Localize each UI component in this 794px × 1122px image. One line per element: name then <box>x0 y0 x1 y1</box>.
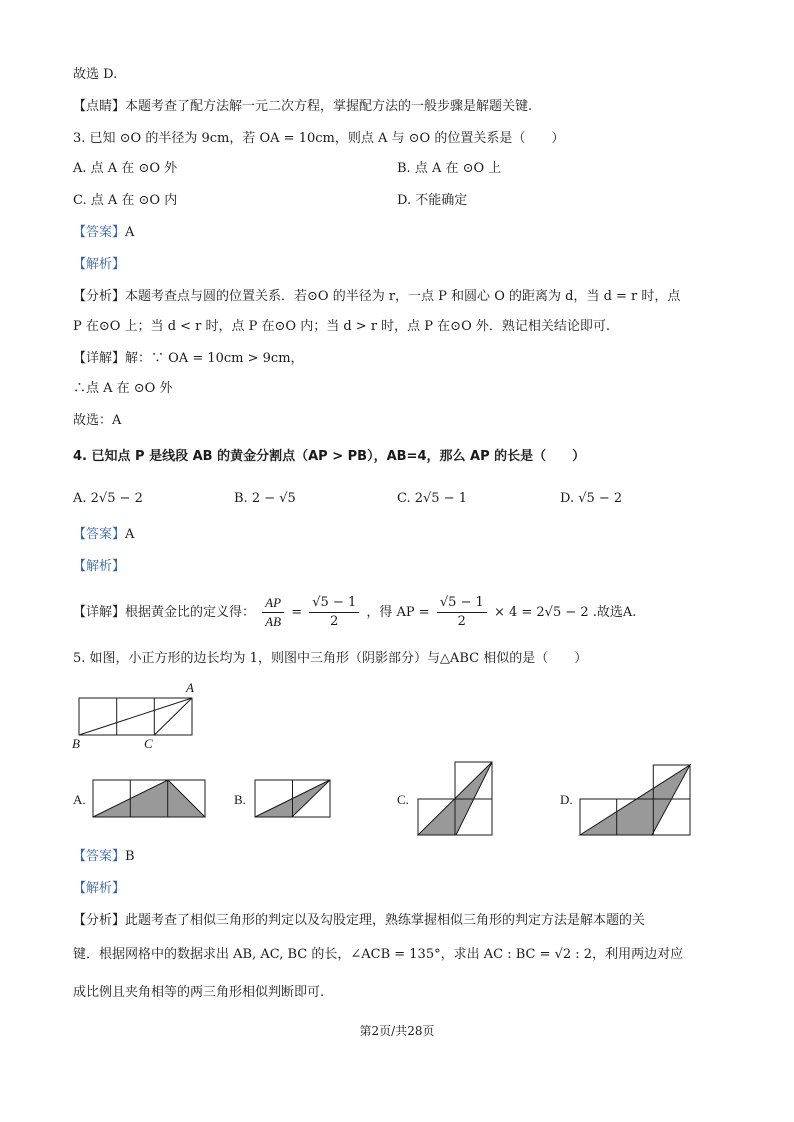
q5-analysis-1 <box>73 912 645 930</box>
option-d-figure <box>580 765 690 835</box>
fraction-golden-2: $\frac{√5 - 1}{2}$ <box>437 594 487 631</box>
detail-mid: ，得 AP = <box>366 605 430 620</box>
option-c-figure <box>418 762 492 835</box>
q3-option-b: B. 点 A 在 ⊙O 上 <box>397 161 502 176</box>
answer-value: B <box>125 849 135 864</box>
q4-analysis-tag: 【解析】 <box>73 559 126 574</box>
q3-option-a: A. 点 A 在 ⊙O 外 <box>73 161 178 176</box>
detail-tag: 【详解】 <box>73 605 126 620</box>
question-5: 5. 如图，小正方形的边长均为 1，则图中三角形（阴影部分）与△ABC 相似的是（ ） <box>73 651 588 666</box>
option-a-figure <box>93 780 205 817</box>
answer-value: A <box>125 225 135 240</box>
label-a: A <box>186 680 194 695</box>
q4-option-b: B. 2 − √5 <box>234 491 296 506</box>
q4-option-d: D. √5 − 2 <box>560 491 623 506</box>
q3-option-c: C. 点 A 在 ⊙O 内 <box>73 193 178 208</box>
q5-analysis-2: 键．根据网格中的数据求出 AB, AC, BC 的长，∠ACB = 135°，求出 AC : BC = √2 : 2，利用两边对应 <box>73 947 684 962</box>
option-b-label: B. <box>234 792 246 807</box>
detail-tag: 【详解】 <box>73 351 126 366</box>
option-b-figure <box>255 780 330 817</box>
analysis-tag: 【分析】 <box>73 913 126 928</box>
q5-answer <box>73 848 135 866</box>
answer-tag: 【答案】 <box>73 527 126 542</box>
q4-option-a: A. 2√5 − 2 <box>73 491 143 506</box>
q4-option-c: C. 2√5 − 1 <box>397 491 468 506</box>
q5-analysis-3: 成比例且夹角相等的两三角形相似判断即可. <box>73 985 325 1000</box>
analysis-tag: 【分析】 <box>73 289 126 304</box>
q3-option-d: D. 不能确定 <box>397 193 468 208</box>
answer-value: A <box>125 527 135 542</box>
question-4: 4. 已知点 P 是线段 AB 的黄金分割点（AP > PB），AB=4，那么 AP 的长是（ ） <box>73 449 586 464</box>
q3-therefore: ∴点 A 在 ⊙O 外 <box>73 381 173 396</box>
analysis-text: 此题考查了相似三角形的判定以及勾股定理，熟练掌握相似三角形的判定方法是解本题的关 <box>125 913 646 928</box>
option-c-label: C. <box>397 792 409 807</box>
q5-analysis-tag: 【解析】 <box>73 881 126 896</box>
label-c: C <box>144 736 153 751</box>
page-footer: 第2页/共28页 <box>359 1024 435 1038</box>
q3-analysis-2: P 在⊙O 上；当 d < r 时，点 P 在⊙O 内；当 d > r 时，点 P 在⊙O 外．熟记相关结论即可. <box>73 319 610 334</box>
fraction-golden: $\frac{√5 - 1}{2}$ <box>309 594 359 631</box>
answer-tag: 【答案】 <box>73 225 126 240</box>
label-b: B <box>72 736 80 751</box>
answer-tag: 【答案】 <box>73 849 126 864</box>
analysis-text: 本题考查点与圆的位置关系．若⊙O 的半径为 r，一点 P 和圆心 O 的距离为 d，当 d = r 时，点 <box>125 289 681 304</box>
q3-analysis-tag: 【解析】 <box>73 257 126 272</box>
equals-sign: = <box>291 605 303 620</box>
question-3: 3. 已知 ⊙O 的半径为 9cm，若 OA = 10cm，则点 A 与 ⊙O 的位置关系是（ ） <box>73 131 565 146</box>
commentary-tag: 【点睛】 <box>73 99 126 114</box>
detail-pre: 根据黄金比的定义得： <box>125 605 256 620</box>
commentary-text: 本题考查了配方法解一元二次方程，掌握配方法的一般步骤是解题关键. <box>125 99 533 114</box>
grid-abc <box>79 698 192 735</box>
option-d-label: D. <box>560 792 573 807</box>
detail-tail: × 4 = 2√5 − 2 .故选A. <box>493 605 637 620</box>
q3-choose: 故选：A <box>73 413 122 428</box>
text-line: 故选 D. <box>73 67 118 82</box>
fraction-ap-ab: $\frac{AP}{AB}$ <box>262 594 284 631</box>
option-a-label: A. <box>73 792 86 807</box>
detail-text: 解：∵ OA = 10cm > 9cm， <box>125 351 304 366</box>
